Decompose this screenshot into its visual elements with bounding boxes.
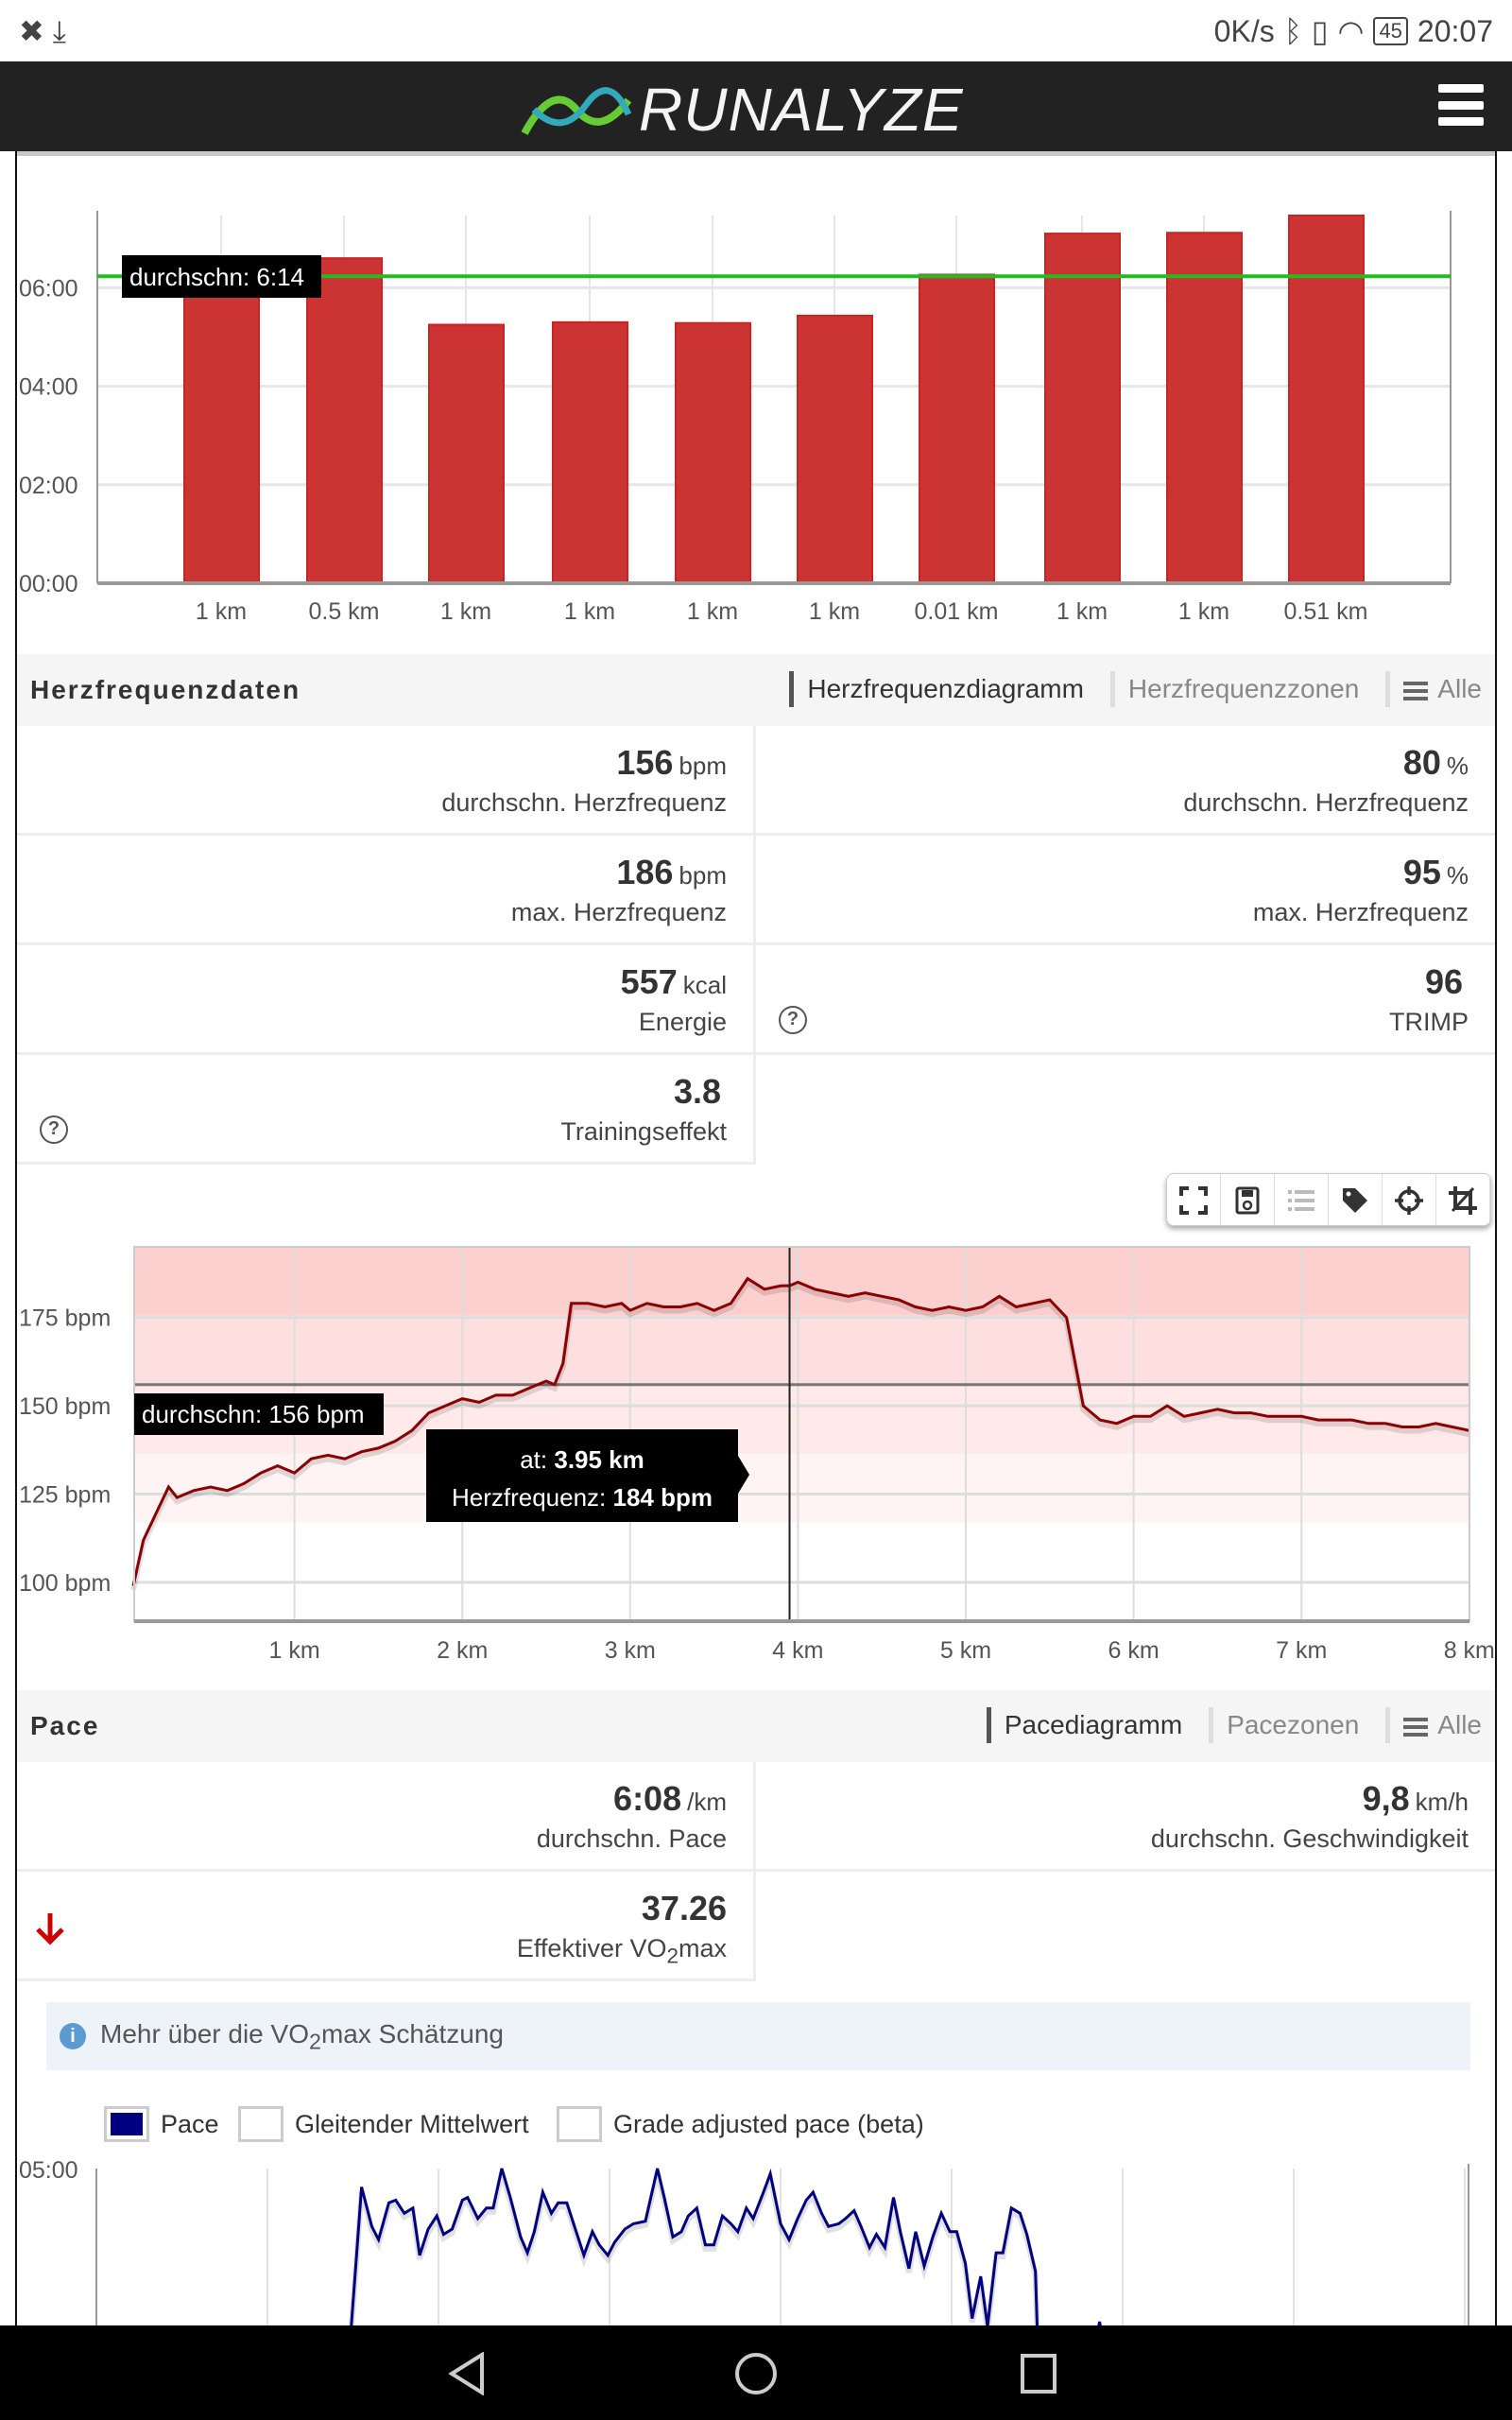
x-tick-label: 1 km <box>808 598 861 625</box>
y-tick-label: 175 bpm <box>19 1305 112 1332</box>
x-tick-label: 6 km <box>1108 1637 1160 1664</box>
hr-zone-band <box>134 1316 1469 1385</box>
net-speed: 0K/s <box>1213 13 1275 48</box>
x-tick-label: 1 km <box>268 1637 320 1664</box>
hr-zone-band <box>134 1454 1469 1523</box>
info-icon: i <box>60 2023 86 2049</box>
hamburger-menu-button[interactable] <box>1438 84 1484 126</box>
tab-herzfrequenzzonen[interactable]: Herzfrequenzzonen <box>1110 671 1359 707</box>
tab-alle[interactable]: Alle <box>1385 671 1482 707</box>
crosshair-button[interactable] <box>1383 1174 1436 1226</box>
tab-pacediagramm[interactable]: Pacediagramm <box>987 1707 1182 1743</box>
back-button[interactable] <box>444 2352 491 2395</box>
vibrate-icon: ▯ <box>1311 14 1329 48</box>
heart-rate-chart[interactable] <box>0 1229 1512 1673</box>
pace-section-title: Pace <box>30 1711 100 1740</box>
clock: 20:07 <box>1417 13 1493 48</box>
y-tick-label: 06:00 <box>19 275 78 302</box>
y-tick-label: 04:00 <box>19 373 78 401</box>
x-tick-label: 0.5 km <box>308 598 380 625</box>
tooltip-distance: 3.95 km <box>554 1445 644 1474</box>
save-icon <box>1234 1186 1261 1215</box>
x-tick-label: 1 km <box>1177 598 1230 625</box>
fullscreen-icon <box>1179 1186 1208 1215</box>
bluetooth-icon: ᛒ <box>1283 13 1302 48</box>
home-button[interactable] <box>732 2350 780 2397</box>
bar <box>1289 216 1364 583</box>
hr-stat: 80 % durchschn. Herzfrequenz <box>756 726 1495 836</box>
checkbox-grade-adjusted-pace[interactable] <box>557 2106 602 2142</box>
average-label: durchschn: 6:14 <box>129 263 305 291</box>
chart-toolbar <box>1166 1173 1491 1226</box>
hr-average-label: durchschn: 156 bpm <box>134 1393 384 1435</box>
tooltip-arrow <box>738 1456 749 1494</box>
crop-button[interactable] <box>1436 1174 1490 1226</box>
bar <box>429 324 504 583</box>
bar <box>919 275 994 583</box>
hr-stat: 156 bpm durchschn. Herzfrequenz <box>17 726 756 836</box>
y-tick-label: 125 bpm <box>19 1481 112 1509</box>
tag-button[interactable] <box>1329 1174 1383 1226</box>
legend-pace[interactable]: Pace <box>104 2106 219 2142</box>
runalyze-logo[interactable]: RUNALYZE <box>520 75 964 145</box>
bar <box>1167 233 1242 583</box>
x-tick-label: 1 km <box>563 598 616 625</box>
bar <box>1045 233 1120 583</box>
hr-section-header <box>17 654 1495 726</box>
legend-grade-adjusted-pace[interactable]: Grade adjusted pace (beta) <box>557 2106 924 2142</box>
notification-icons <box>19 13 66 50</box>
hr-tooltip: at: 3.95 km Herzfrequenz: 184 bpm <box>426 1429 738 1522</box>
tooltip-heart-rate: 184 bpm <box>612 1483 713 1512</box>
pace-section-header <box>17 1690 1495 1762</box>
vo2max-info-link[interactable]: i Mehr über die $VO_2\max$ Schätzung <box>46 2002 1470 2070</box>
bar <box>307 258 382 583</box>
hr-section-title: Herzfrequenzdaten <box>30 675 301 704</box>
checkbox-moving-average[interactable] <box>238 2106 284 2142</box>
hr-stat: ? 96 TRIMP <box>756 945 1495 1055</box>
x-tick-label: 5 km <box>939 1637 992 1664</box>
help-icon[interactable]: ? <box>40 1115 68 1144</box>
list-icon <box>1287 1187 1315 1214</box>
list-button[interactable] <box>1275 1174 1329 1226</box>
logo-wave-icon <box>520 81 633 138</box>
hr-stat: 186 bpm max. Herzfrequenz <box>17 836 756 945</box>
x-tick-label: 4 km <box>772 1637 824 1664</box>
hr-zone-band <box>134 1247 1469 1316</box>
stat-avg-pace: 6:08 /km durchschn. Pace <box>17 1762 756 1872</box>
x-tick-label: 0.51 km <box>1283 598 1368 625</box>
tab-alle[interactable]: Alle <box>1385 1707 1482 1743</box>
x-tick-label: 8 km <box>1443 1637 1495 1664</box>
list-icon <box>1403 678 1428 704</box>
save-button[interactable] <box>1221 1174 1275 1226</box>
x-tick-label: 7 km <box>1276 1637 1328 1664</box>
tab-herzfrequenzdiagramm[interactable]: Herzfrequenzdiagramm <box>789 671 1084 707</box>
status-bar <box>0 0 1512 61</box>
hr-stat: ? 3.8 Trainingseffekt <box>17 1055 756 1165</box>
app-notification-icon: ✖ <box>19 14 44 48</box>
list-icon <box>1403 1714 1428 1740</box>
bar <box>798 316 872 583</box>
bar <box>184 260 259 583</box>
stat-avg-speed: 9,8 km/h durchschn. Geschwindigkeit <box>756 1762 1495 1872</box>
recents-button[interactable] <box>1019 2352 1060 2395</box>
fullscreen-button[interactable] <box>1167 1174 1221 1226</box>
tab-pacezonen[interactable]: Pacezonen <box>1209 1707 1359 1743</box>
legend-moving-average[interactable]: Gleitender Mittelwert <box>238 2106 529 2142</box>
x-tick-label: 3 km <box>604 1637 656 1664</box>
crosshair-icon <box>1394 1185 1424 1216</box>
hr-stat: 95 % max. Herzfrequenz <box>756 836 1495 945</box>
wifi-icon: ◠ <box>1337 14 1365 48</box>
tag-icon <box>1341 1186 1369 1215</box>
stat-vo2max: 37.26 Effektiver $VO_2\max$ <box>17 1872 756 1981</box>
x-tick-label: 2 km <box>437 1637 489 1664</box>
crop-icon <box>1448 1185 1478 1216</box>
split-pace-bar-chart <box>0 151 1512 652</box>
x-tick-label: 1 km <box>686 598 739 625</box>
battery-icon: 45 <box>1373 17 1407 45</box>
trend-down-arrow-icon <box>34 1911 66 1945</box>
pace-chart[interactable] <box>0 2146 1512 2325</box>
android-nav-bar <box>0 2325 1512 2420</box>
y-tick-label: 02:00 <box>19 472 78 499</box>
hr-stat: 557 kcal Energie <box>17 945 756 1055</box>
y-tick-label: 00:00 <box>19 571 78 597</box>
bar <box>553 322 627 583</box>
pace-line <box>352 2169 1038 2325</box>
x-tick-label: 1 km <box>1056 598 1108 625</box>
y-tick-label: 05:00 <box>19 2157 78 2184</box>
bar <box>676 323 750 583</box>
y-tick-label: 100 bpm <box>19 1569 112 1597</box>
download-icon: ⤓ <box>52 14 66 48</box>
checkbox-pace[interactable] <box>104 2106 149 2142</box>
y-tick-label: 150 bpm <box>19 1393 112 1421</box>
x-tick-label: 1 km <box>439 598 492 625</box>
pace-line-shadow <box>352 2172 1038 2325</box>
x-tick-label: 1 km <box>195 598 248 625</box>
help-icon[interactable]: ? <box>779 1006 807 1034</box>
app-header <box>0 61 1512 151</box>
x-tick-label: 0.01 km <box>914 598 999 625</box>
